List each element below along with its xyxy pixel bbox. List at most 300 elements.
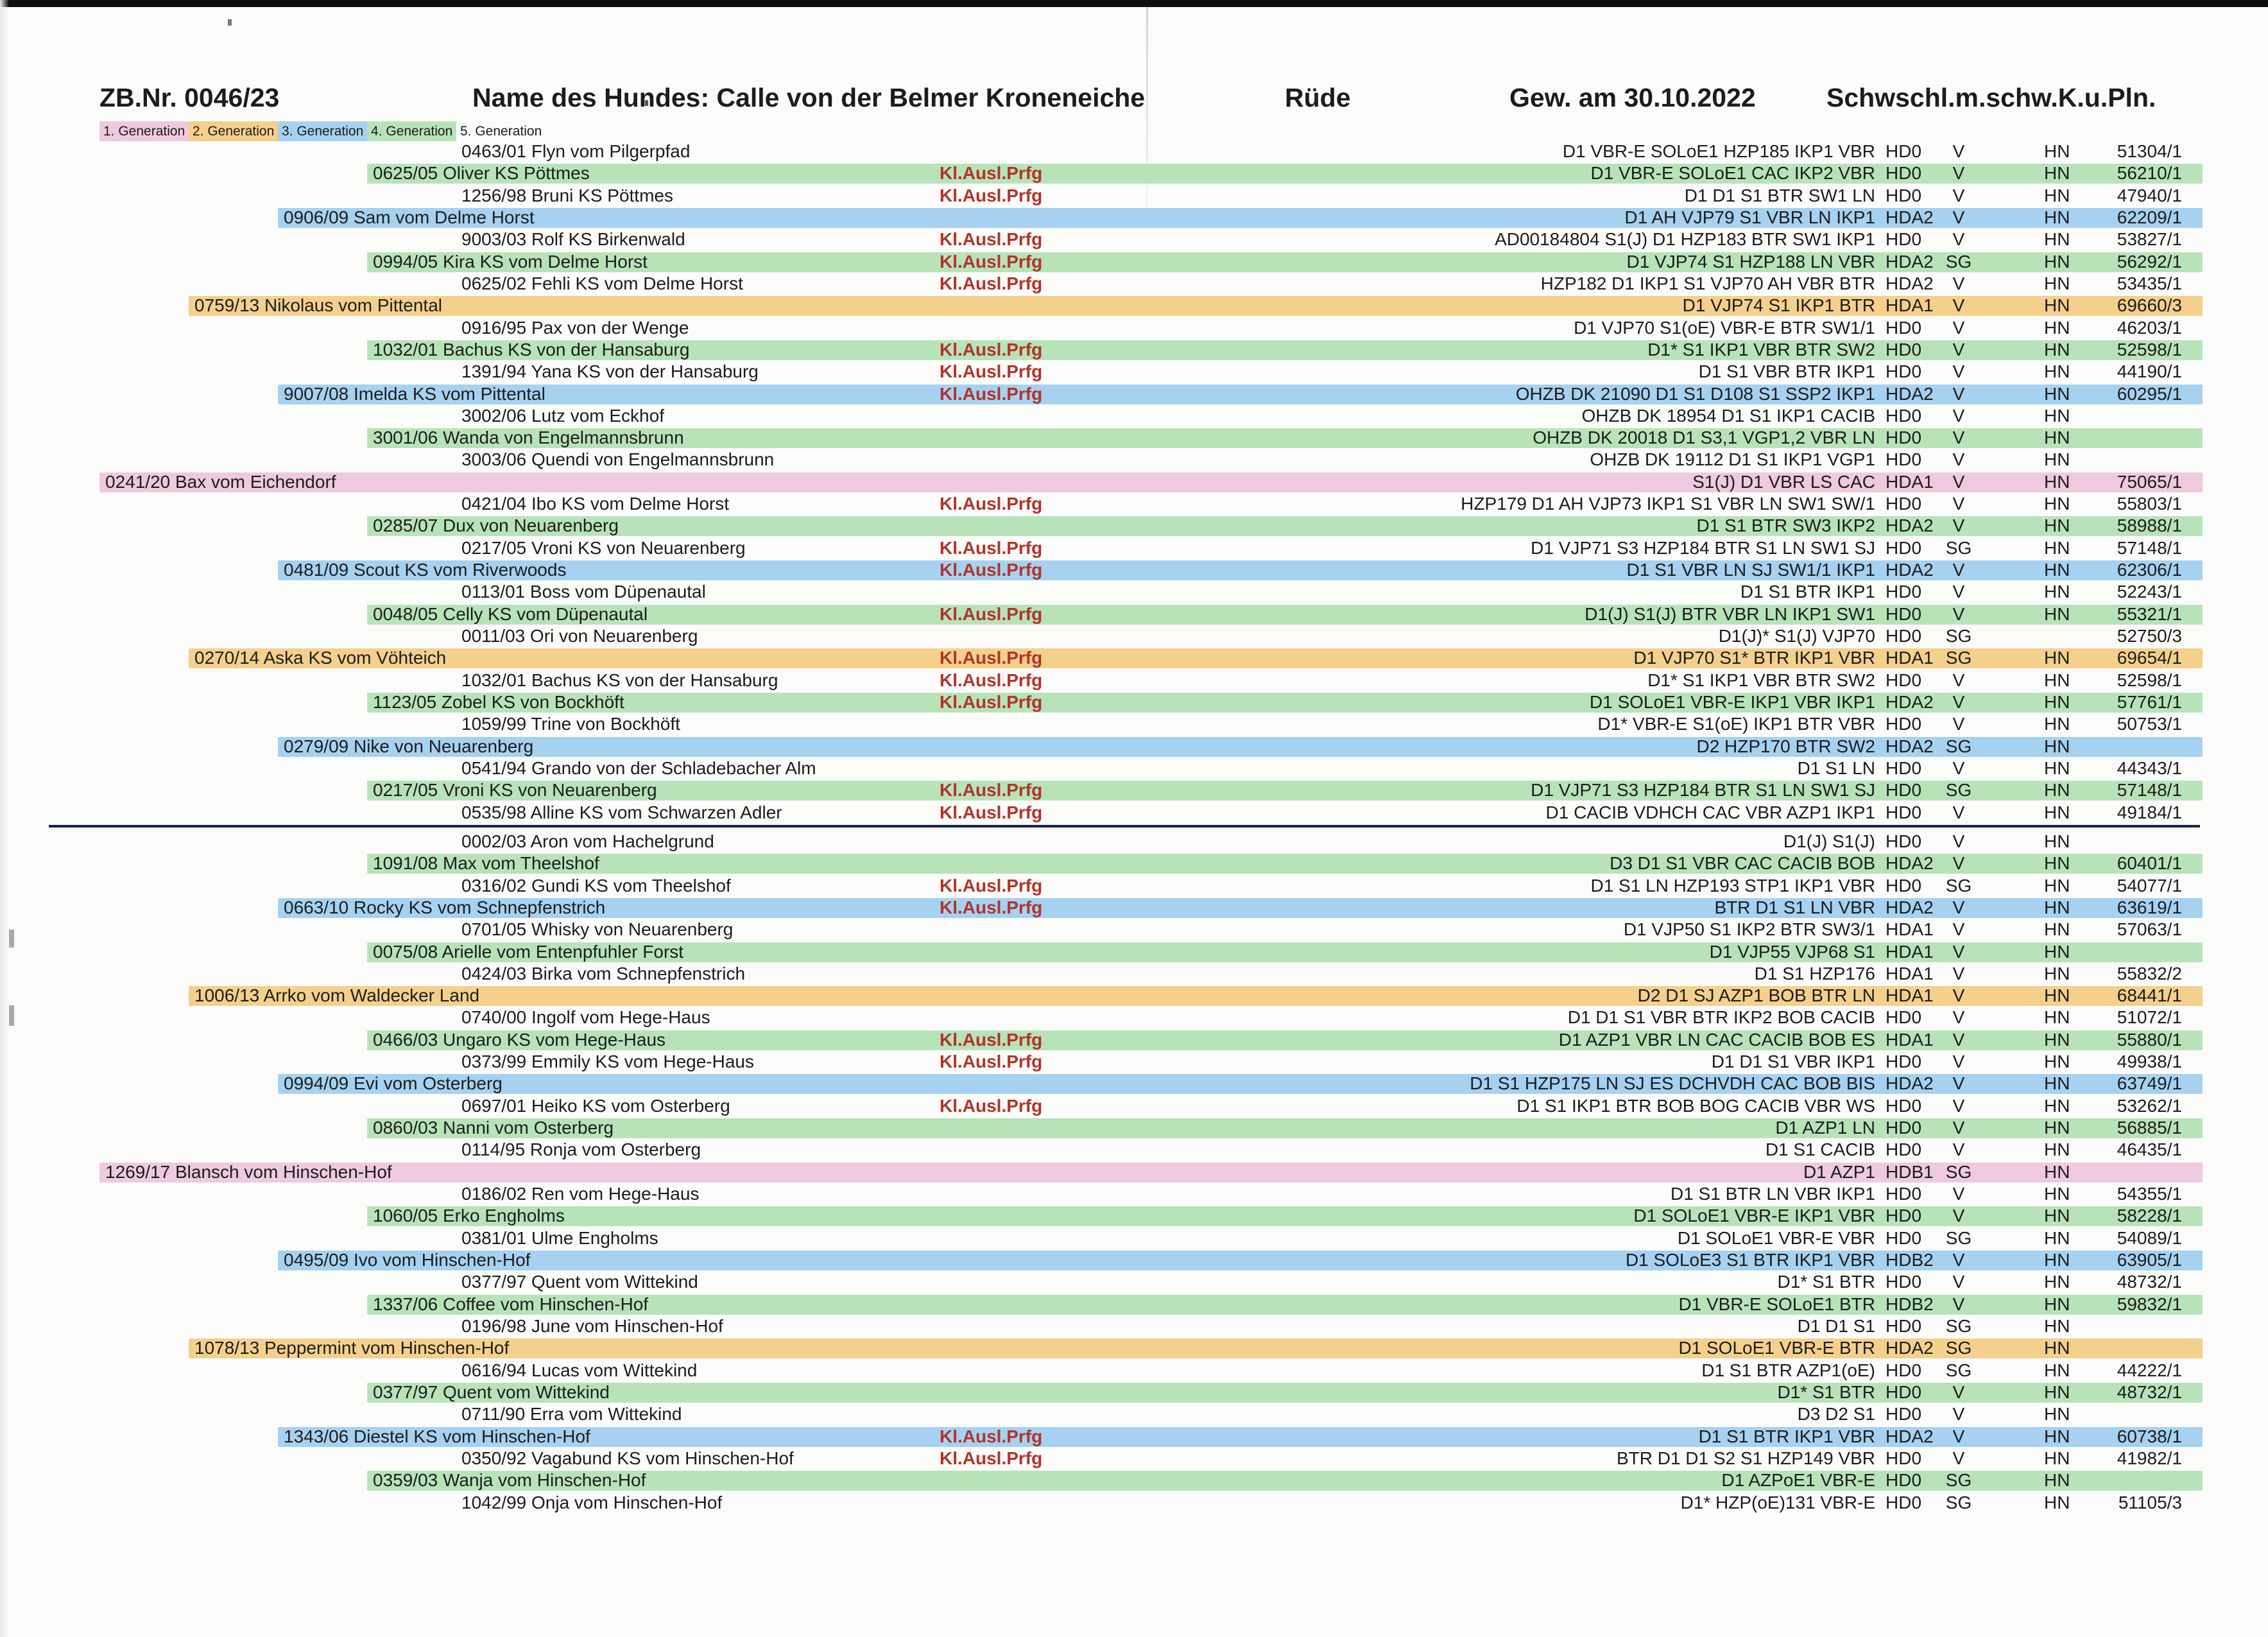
hd-rating: HD0 bbox=[1886, 1118, 1922, 1138]
test-results: D1* S1 BTR bbox=[1777, 1272, 1875, 1292]
score-number: 53262/1 bbox=[2117, 1096, 2182, 1116]
sex-label: Rüde bbox=[1285, 83, 1351, 112]
dog-id-name: 0663/10 Rocky KS vom Schnepfenstrich bbox=[284, 897, 606, 917]
score-number: 44222/1 bbox=[2117, 1360, 2182, 1380]
hn-label: HN bbox=[2044, 919, 2070, 939]
kl-ausl-prfg-label: Kl.Ausl.Prfg bbox=[940, 384, 1043, 404]
hn-label: HN bbox=[2044, 428, 2070, 447]
hn-label: HN bbox=[2044, 186, 2070, 205]
form-rating: SG bbox=[1945, 1493, 1972, 1512]
pedigree-row bbox=[0, 317, 2268, 339]
hn-label: HN bbox=[2044, 853, 2070, 873]
form-rating: V bbox=[1952, 1272, 1965, 1292]
test-results: D1 S1 LN bbox=[1797, 758, 1875, 778]
pedigree-row bbox=[0, 1381, 2268, 1403]
hd-rating: HD0 bbox=[1886, 876, 1922, 896]
hd-rating: HD0 bbox=[1886, 1470, 1922, 1490]
dog-id-name: 0466/03 Ungaro KS vom Hege-Haus bbox=[373, 1030, 666, 1050]
test-results: D1 S1 BTR LN VBR IKP1 bbox=[1670, 1184, 1875, 1204]
pedigree-row bbox=[0, 273, 2268, 295]
hd-rating: HD0 bbox=[1886, 780, 1922, 800]
dog-id-name: 0377/97 Quent vom Wittekind bbox=[461, 1272, 698, 1292]
generation-3-label: 3. Generation bbox=[278, 121, 367, 141]
score-number: 47940/1 bbox=[2117, 186, 2182, 205]
test-results: D1 VBR-E SOLoE1 HZP185 IKP1 VBR bbox=[1562, 141, 1875, 161]
hd-rating: HD0 bbox=[1886, 802, 1922, 822]
form-rating: V bbox=[1952, 1206, 1965, 1226]
pedigree-row bbox=[0, 1492, 2268, 1514]
test-results: BTR D1 D1 S2 S1 HZP149 VBR bbox=[1616, 1448, 1875, 1468]
pedigree-row bbox=[0, 963, 2268, 985]
hn-label: HN bbox=[2044, 1228, 2070, 1248]
registration-number: ZB.Nr. 0046/23 bbox=[99, 83, 280, 112]
pedigree-row bbox=[0, 875, 2268, 897]
dog-id-name: 1032/01 Bachus KS von der Hansaburg bbox=[373, 340, 690, 359]
form-rating: V bbox=[1952, 494, 1965, 514]
dog-id-name: 1091/08 Max vom Theelshof bbox=[373, 853, 599, 873]
dog-id-name: 0994/05 Kira KS vom Delme Horst bbox=[373, 252, 648, 272]
test-results: D1 SOLoE1 VBR-E IKP1 VBR IKP1 bbox=[1589, 692, 1875, 712]
pedigree-row bbox=[0, 383, 2268, 405]
dog-id-name: 3003/06 Quendi von Engelmannsbrunn bbox=[461, 449, 775, 469]
hd-rating: HD0 bbox=[1886, 361, 1922, 381]
pedigree-row bbox=[0, 251, 2268, 273]
form-rating: V bbox=[1952, 340, 1965, 359]
hd-rating: HD0 bbox=[1886, 831, 1922, 851]
test-results: D1 VJP70 S1(oE) VBR-E BTR SW1/1 bbox=[1574, 318, 1875, 338]
dog-id-name: 1078/13 Peppermint vom Hinschen-Hof bbox=[194, 1338, 510, 1358]
hn-label: HN bbox=[2044, 295, 2070, 315]
form-rating: V bbox=[1952, 582, 1965, 602]
dog-id-name: 0421/04 Ibo KS vom Delme Horst bbox=[461, 494, 730, 514]
dog-id-name: 0463/01 Flyn vom Pilgerpfad bbox=[461, 141, 691, 161]
test-results: D1 S1 HZP176 bbox=[1754, 964, 1875, 983]
dog-id-name: 1059/99 Trine von Bockhöft bbox=[461, 714, 680, 734]
test-results: D1 VBR-E SOLoE1 BTR bbox=[1678, 1294, 1875, 1314]
pedigree-row bbox=[0, 670, 2268, 691]
dog-id-name: 0196/98 June vom Hinschen-Hof bbox=[461, 1316, 723, 1336]
hd-rating: HD0 bbox=[1886, 714, 1922, 734]
hd-rating: HD0 bbox=[1886, 1052, 1922, 1071]
dog-id-name: 0373/99 Emmily KS vom Hege-Haus bbox=[461, 1052, 754, 1071]
test-results: D1 CACIB VDHCH CAC VBR AZP1 IKP1 bbox=[1545, 802, 1875, 822]
hd-rating: HDA2 bbox=[1886, 736, 1934, 756]
form-rating: V bbox=[1952, 1118, 1965, 1138]
hd-rating: HDA2 bbox=[1886, 1426, 1934, 1446]
test-results: D1 S1 IKP1 BTR BOB BOG CACIB VBR WS bbox=[1516, 1096, 1875, 1116]
hd-rating: HD0 bbox=[1886, 406, 1922, 426]
dog-id-name: 1269/17 Blansch vom Hinschen-Hof bbox=[105, 1162, 392, 1182]
hd-rating: HD0 bbox=[1886, 538, 1922, 558]
test-results: D1 VJP55 VJP68 S1 bbox=[1709, 942, 1875, 962]
test-results: D1 S1 HZP175 LN SJ ES DCHVDH CAC BOB BIS bbox=[1470, 1073, 1875, 1093]
kl-ausl-prfg-label: Kl.Ausl.Prfg bbox=[940, 494, 1043, 514]
pedigree-row bbox=[0, 779, 2268, 801]
hn-label: HN bbox=[2044, 670, 2070, 690]
score-number: 56885/1 bbox=[2117, 1118, 2182, 1138]
hn-label: HN bbox=[2044, 406, 2070, 426]
test-results: D1(J) S1(J) bbox=[1783, 831, 1875, 851]
test-results: D1* VBR-E S1(oE) IKP1 BTR VBR bbox=[1597, 714, 1875, 734]
form-rating: V bbox=[1952, 604, 1965, 624]
test-results: D1* HZP(oE)131 VBR-E bbox=[1680, 1493, 1875, 1512]
hn-label: HN bbox=[2044, 1250, 2070, 1270]
test-results: D1 S1 CACIB bbox=[1765, 1139, 1875, 1159]
pedigree-row bbox=[0, 1029, 2268, 1051]
dog-id-name: 0359/03 Wanja vom Hinschen-Hof bbox=[373, 1470, 646, 1490]
hd-rating: HDA2 bbox=[1886, 1338, 1934, 1358]
test-results: OHZB DK 18954 D1 S1 IKP1 CACIB bbox=[1581, 406, 1875, 426]
dog-name-title: Name des Hundes: Calle von der Belmer Kroneneiche bbox=[472, 83, 1146, 112]
form-rating: SG bbox=[1945, 1470, 1972, 1490]
score-number: 57063/1 bbox=[2117, 919, 2182, 939]
kl-ausl-prfg-label: Kl.Ausl.Prfg bbox=[940, 361, 1043, 381]
pedigree-row bbox=[0, 1227, 2268, 1249]
form-rating: SG bbox=[1945, 876, 1972, 896]
form-rating: V bbox=[1952, 318, 1965, 338]
hd-rating: HD0 bbox=[1886, 449, 1922, 469]
hd-rating: HD0 bbox=[1886, 229, 1922, 249]
form-rating: V bbox=[1952, 428, 1965, 447]
form-rating: V bbox=[1952, 831, 1965, 851]
test-results: D3 D1 S1 VBR CAC CACIB BOB bbox=[1610, 853, 1875, 873]
test-results: D1 S1 BTR SW3 IKP2 bbox=[1696, 515, 1875, 535]
dog-id-name: 0113/01 Boss vom Düpenautal bbox=[461, 582, 706, 602]
hn-label: HN bbox=[2044, 780, 2070, 800]
hd-rating: HD0 bbox=[1886, 582, 1922, 602]
generation-4-label: 4. Generation bbox=[367, 121, 456, 141]
hn-label: HN bbox=[2044, 1118, 2070, 1138]
pedigree-row bbox=[0, 229, 2268, 250]
pedigree-row bbox=[0, 1448, 2268, 1469]
score-number: 49938/1 bbox=[2117, 1052, 2182, 1071]
pedigree-row bbox=[0, 802, 2268, 824]
dog-id-name: 1256/98 Bruni KS Pöttmes bbox=[461, 186, 673, 205]
score-number: 41982/1 bbox=[2117, 1448, 2182, 1468]
hn-label: HN bbox=[2044, 340, 2070, 359]
form-rating: V bbox=[1952, 361, 1965, 381]
test-results: D1 VJP71 S3 HZP184 BTR S1 LN SW1 SJ bbox=[1531, 780, 1875, 800]
test-results: OHZB DK 19112 D1 S1 IKP1 VGP1 bbox=[1590, 449, 1875, 469]
form-rating: V bbox=[1952, 1184, 1965, 1204]
form-rating: SG bbox=[1945, 252, 1972, 272]
pedigree-row bbox=[0, 1469, 2268, 1491]
form-rating: V bbox=[1952, 229, 1965, 249]
hd-rating: HDA1 bbox=[1886, 919, 1934, 939]
score-number: 57761/1 bbox=[2117, 692, 2182, 712]
hn-label: HN bbox=[2044, 1426, 2070, 1446]
hn-label: HN bbox=[2044, 494, 2070, 514]
form-rating: V bbox=[1952, 964, 1965, 983]
test-results: S1(J) D1 VBR LS CAC bbox=[1692, 472, 1875, 492]
score-number: 51304/1 bbox=[2117, 141, 2182, 161]
dog-id-name: 0075/08 Arielle vom Entenpfuhler Forst bbox=[373, 942, 684, 962]
dog-id-name: 0495/09 Ivo vom Hinschen-Hof bbox=[284, 1250, 531, 1270]
score-number: 55832/2 bbox=[2117, 964, 2182, 983]
form-rating: V bbox=[1952, 758, 1965, 778]
hd-rating: HDA1 bbox=[1886, 985, 1934, 1005]
score-number: 54089/1 bbox=[2117, 1228, 2182, 1248]
score-number: 52598/1 bbox=[2117, 670, 2182, 690]
pedigree-row bbox=[0, 1249, 2268, 1271]
pedigree-row bbox=[0, 919, 2268, 940]
score-number: 58228/1 bbox=[2117, 1206, 2182, 1226]
test-results: D1 S1 VBR BTR IKP1 bbox=[1698, 361, 1875, 381]
hn-label: HN bbox=[2044, 273, 2070, 293]
dog-id-name: 0114/95 Ronja vom Osterberg bbox=[461, 1139, 701, 1159]
test-results: D1 SOLoE1 VBR-E IKP1 VBR bbox=[1633, 1206, 1875, 1226]
dog-id-name: 0285/07 Dux von Neuarenberg bbox=[373, 515, 619, 535]
hd-rating: HD0 bbox=[1886, 1007, 1922, 1027]
pedigree-row bbox=[0, 405, 2268, 427]
score-number: 60295/1 bbox=[2117, 384, 2182, 404]
kl-ausl-prfg-label: Kl.Ausl.Prfg bbox=[940, 897, 1043, 917]
hd-rating: HD0 bbox=[1886, 758, 1922, 778]
dog-id-name: 0279/09 Nike von Neuarenberg bbox=[284, 736, 534, 756]
form-rating: V bbox=[1952, 1404, 1965, 1424]
kl-ausl-prfg-label: Kl.Ausl.Prfg bbox=[940, 876, 1043, 896]
form-rating: V bbox=[1952, 163, 1965, 183]
form-rating: V bbox=[1952, 186, 1965, 205]
test-results: D1 S1 BTR IKP1 bbox=[1740, 582, 1875, 602]
pedigree-row bbox=[0, 493, 2268, 515]
generation-color-bar bbox=[367, 164, 2203, 184]
pedigree-row bbox=[0, 1337, 2268, 1359]
score-number: 62306/1 bbox=[2117, 560, 2182, 580]
test-results: D1 SOLoE3 S1 BTR IKP1 VBR bbox=[1625, 1250, 1875, 1270]
form-rating: SG bbox=[1945, 1338, 1972, 1358]
hn-label: HN bbox=[2044, 1470, 2070, 1490]
pedigree-row bbox=[0, 1403, 2268, 1425]
hn-label: HN bbox=[2044, 1030, 2070, 1050]
dog-id-name: 0217/05 Vroni KS von Neuarenberg bbox=[461, 538, 746, 558]
hn-label: HN bbox=[2044, 692, 2070, 712]
hd-rating: HDA1 bbox=[1886, 295, 1934, 315]
form-rating: SG bbox=[1945, 626, 1972, 646]
hn-label: HN bbox=[2044, 604, 2070, 624]
score-number: 58988/1 bbox=[2117, 515, 2182, 535]
score-number: 51105/3 bbox=[2118, 1493, 2182, 1512]
kl-ausl-prfg-label: Kl.Ausl.Prfg bbox=[940, 648, 1043, 668]
test-results: D1(J)* S1(J) VJP70 bbox=[1718, 626, 1875, 646]
score-number: 48732/1 bbox=[2117, 1272, 2182, 1292]
score-number: 54077/1 bbox=[2117, 876, 2182, 896]
dog-id-name: 0697/01 Heiko KS vom Osterberg bbox=[461, 1096, 730, 1116]
form-rating: V bbox=[1952, 449, 1965, 469]
score-number: 55321/1 bbox=[2117, 604, 2182, 624]
dog-id-name: 0916/95 Pax von der Wenge bbox=[461, 318, 689, 338]
hn-label: HN bbox=[2044, 1338, 2070, 1358]
test-results: D1 VBR-E SOLoE1 CAC IKP2 VBR bbox=[1590, 163, 1875, 183]
test-results: D2 HZP170 BTR SW2 bbox=[1696, 736, 1875, 756]
hn-label: HN bbox=[2044, 1316, 2070, 1336]
dog-id-name: 0241/20 Bax vom Eichendorf bbox=[105, 472, 336, 492]
form-rating: V bbox=[1952, 1096, 1965, 1116]
hn-label: HN bbox=[2044, 1139, 2070, 1159]
score-number: 63619/1 bbox=[2117, 897, 2182, 917]
dog-id-name: 0048/05 Celly KS vom Düpenautal bbox=[373, 604, 648, 624]
hn-label: HN bbox=[2044, 1493, 2070, 1512]
hd-rating: HDB2 bbox=[1886, 1294, 1934, 1314]
generation-2-label: 2. Generation bbox=[189, 121, 278, 141]
generation-5-label: 5. Generation bbox=[460, 124, 542, 139]
dog-id-name: 0701/05 Whisky von Neuarenberg bbox=[461, 919, 734, 939]
hd-rating: HD0 bbox=[1886, 186, 1922, 205]
kl-ausl-prfg-label: Kl.Ausl.Prfg bbox=[940, 692, 1043, 712]
test-results: D1 AZP1 bbox=[1803, 1162, 1875, 1182]
dog-id-name: 0186/02 Ren vom Hege-Haus bbox=[461, 1184, 700, 1204]
score-number: 75065/1 bbox=[2117, 472, 2182, 492]
pedigree-row bbox=[0, 1315, 2268, 1337]
score-number: 54355/1 bbox=[2117, 1184, 2182, 1204]
hd-rating: HDB2 bbox=[1886, 1250, 1934, 1270]
test-results: D1* S1 BTR bbox=[1777, 1382, 1875, 1402]
dog-id-name: 1343/06 Diestel KS vom Hinschen-Hof bbox=[284, 1426, 590, 1446]
hn-label: HN bbox=[2044, 1206, 2070, 1226]
hn-label: HN bbox=[2044, 384, 2070, 404]
hd-rating: HDA2 bbox=[1886, 515, 1934, 535]
pedigree-row bbox=[0, 1007, 2268, 1028]
pedigree-row bbox=[0, 713, 2268, 735]
form-rating: V bbox=[1952, 1007, 1965, 1027]
test-results: D1 SOLoE1 VBR-E BTR bbox=[1678, 1338, 1875, 1358]
test-results: D1 AZP1 VBR LN CAC CACIB BOB ES bbox=[1558, 1030, 1875, 1050]
pedigree-row bbox=[0, 831, 2268, 853]
hn-label: HN bbox=[2044, 449, 2070, 469]
test-results: BTR D1 S1 LN VBR bbox=[1714, 897, 1875, 917]
form-rating: V bbox=[1952, 1250, 1965, 1270]
score-number: 52243/1 bbox=[2117, 582, 2182, 602]
test-results: D3 D2 S1 bbox=[1797, 1404, 1875, 1424]
hd-rating: HDA1 bbox=[1886, 472, 1934, 492]
dog-id-name: 0377/97 Quent vom Wittekind bbox=[373, 1382, 610, 1402]
dog-id-name: 9003/03 Rolf KS Birkenwald bbox=[461, 229, 685, 249]
hn-label: HN bbox=[2044, 897, 2070, 917]
test-results: D1(J) S1(J) BTR VBR LN IKP1 SW1 bbox=[1585, 604, 1875, 624]
pedigree-row bbox=[0, 141, 2268, 162]
test-results: D1 S1 BTR IKP1 VBR bbox=[1698, 1426, 1875, 1446]
hn-label: HN bbox=[2044, 472, 2070, 492]
score-number: 62209/1 bbox=[2117, 207, 2182, 227]
pedigree-row bbox=[0, 897, 2268, 919]
dog-id-name: 0424/03 Birka vom Schnepfenstrich bbox=[461, 964, 746, 983]
hn-label: HN bbox=[2044, 985, 2070, 1005]
form-rating: V bbox=[1952, 273, 1965, 293]
score-number: 46203/1 bbox=[2117, 318, 2182, 338]
dog-id-name: 0616/94 Lucas vom Wittekind bbox=[461, 1360, 698, 1380]
score-number: 44190/1 bbox=[2117, 361, 2182, 381]
test-results: D1 AZP1 LN bbox=[1775, 1118, 1875, 1138]
test-results: D1 D1 S1 BTR SW1 LN bbox=[1684, 186, 1875, 205]
dog-id-name: 1032/01 Bachus KS von der Hansaburg bbox=[461, 670, 778, 690]
hd-rating: HD0 bbox=[1886, 141, 1922, 161]
score-number: 48732/1 bbox=[2117, 1382, 2182, 1402]
score-number: 69660/3 bbox=[2117, 295, 2182, 315]
hn-label: HN bbox=[2044, 361, 2070, 381]
hd-rating: HD0 bbox=[1886, 1316, 1922, 1336]
form-rating: V bbox=[1952, 1426, 1965, 1446]
dog-id-name: 9007/08 Imelda KS vom Pittental bbox=[284, 384, 546, 404]
hn-label: HN bbox=[2044, 964, 2070, 983]
kl-ausl-prfg-label: Kl.Ausl.Prfg bbox=[940, 163, 1043, 183]
pedigree-row bbox=[0, 625, 2268, 647]
score-number: 68441/1 bbox=[2117, 985, 2182, 1005]
kl-ausl-prfg-label: Kl.Ausl.Prfg bbox=[940, 1030, 1043, 1050]
score-number: 53435/1 bbox=[2117, 273, 2182, 293]
hd-rating: HDA1 bbox=[1886, 1030, 1934, 1050]
dog-id-name: 0381/01 Ulme Engholms bbox=[461, 1228, 658, 1248]
score-number: 57148/1 bbox=[2117, 538, 2182, 558]
hd-rating: HD0 bbox=[1886, 1184, 1922, 1204]
form-rating: SG bbox=[1945, 780, 1972, 800]
form-rating: V bbox=[1952, 985, 1965, 1005]
hd-rating: HDA2 bbox=[1886, 1073, 1934, 1093]
hd-rating: HD0 bbox=[1886, 1139, 1922, 1159]
test-results: D1 D1 S1 VBR BTR IKP2 BOB CACIB bbox=[1567, 1007, 1875, 1027]
hd-rating: HDA2 bbox=[1886, 207, 1934, 227]
form-rating: SG bbox=[1945, 1316, 1972, 1336]
score-number: 56292/1 bbox=[2117, 252, 2182, 272]
test-results: D1 S1 VBR LN SJ SW1/1 IKP1 bbox=[1626, 560, 1875, 580]
hn-label: HN bbox=[2044, 252, 2070, 272]
generation-color-bar bbox=[367, 1118, 2203, 1138]
kl-ausl-prfg-label: Kl.Ausl.Prfg bbox=[940, 229, 1043, 249]
dog-id-name: 3002/06 Lutz vom Eckhof bbox=[461, 406, 664, 426]
test-results: D1 VJP74 S1 IKP1 BTR bbox=[1682, 295, 1875, 315]
hn-label: HN bbox=[2044, 1448, 2070, 1468]
pedigree-row bbox=[0, 1360, 2268, 1381]
form-rating: V bbox=[1952, 141, 1965, 161]
pedigree-row bbox=[0, 295, 2268, 316]
test-results: AD00184804 S1(J) D1 HZP183 BTR SW1 IKP1 bbox=[1495, 229, 1875, 249]
form-rating: V bbox=[1952, 207, 1965, 227]
hn-label: HN bbox=[2044, 1382, 2070, 1402]
score-number: 50753/1 bbox=[2117, 714, 2182, 734]
hd-rating: HD0 bbox=[1886, 340, 1922, 359]
hn-label: HN bbox=[2044, 758, 2070, 778]
pedigree-row bbox=[0, 471, 2268, 493]
hn-label: HN bbox=[2044, 876, 2070, 896]
generation-color-bar bbox=[367, 1383, 2203, 1403]
score-number: 52750/3 bbox=[2117, 626, 2182, 646]
form-rating: V bbox=[1952, 515, 1965, 535]
hn-label: HN bbox=[2044, 207, 2070, 227]
pedigree-row bbox=[0, 207, 2268, 229]
hn-label: HN bbox=[2044, 831, 2070, 851]
pedigree-row bbox=[0, 1117, 2268, 1139]
dog-id-name: 0217/05 Vroni KS von Neuarenberg bbox=[373, 780, 657, 800]
dog-id-name: 1060/05 Erko Engholms bbox=[373, 1206, 565, 1226]
test-results: D1 S1 BTR AZP1(oE) bbox=[1701, 1360, 1875, 1380]
form-rating: SG bbox=[1945, 736, 1972, 756]
form-rating: V bbox=[1952, 942, 1965, 962]
pedigree-row bbox=[0, 1139, 2268, 1161]
hd-rating: HDA2 bbox=[1886, 692, 1934, 712]
hd-rating: HD0 bbox=[1886, 1272, 1922, 1292]
kl-ausl-prfg-label: Kl.Ausl.Prfg bbox=[940, 780, 1043, 800]
hn-label: HN bbox=[2044, 714, 2070, 734]
score-number: 55880/1 bbox=[2117, 1030, 2182, 1050]
pedigree-row bbox=[0, 515, 2268, 537]
pedigree-row bbox=[0, 1205, 2268, 1227]
form-rating: SG bbox=[1945, 1162, 1972, 1182]
dog-id-name: 0994/09 Evi vom Osterberg bbox=[284, 1073, 503, 1093]
dog-id-name: 0270/14 Aska KS vom Vöhteich bbox=[194, 648, 447, 668]
form-rating: SG bbox=[1945, 1228, 1972, 1248]
test-results: OHZB DK 21090 D1 S1 D108 S1 SSP2 IKP1 bbox=[1515, 384, 1875, 404]
test-results: HZP179 D1 AH VJP73 IKP1 S1 VBR LN SW1 SW/1 bbox=[1461, 494, 1875, 514]
form-rating: V bbox=[1952, 1294, 1965, 1314]
